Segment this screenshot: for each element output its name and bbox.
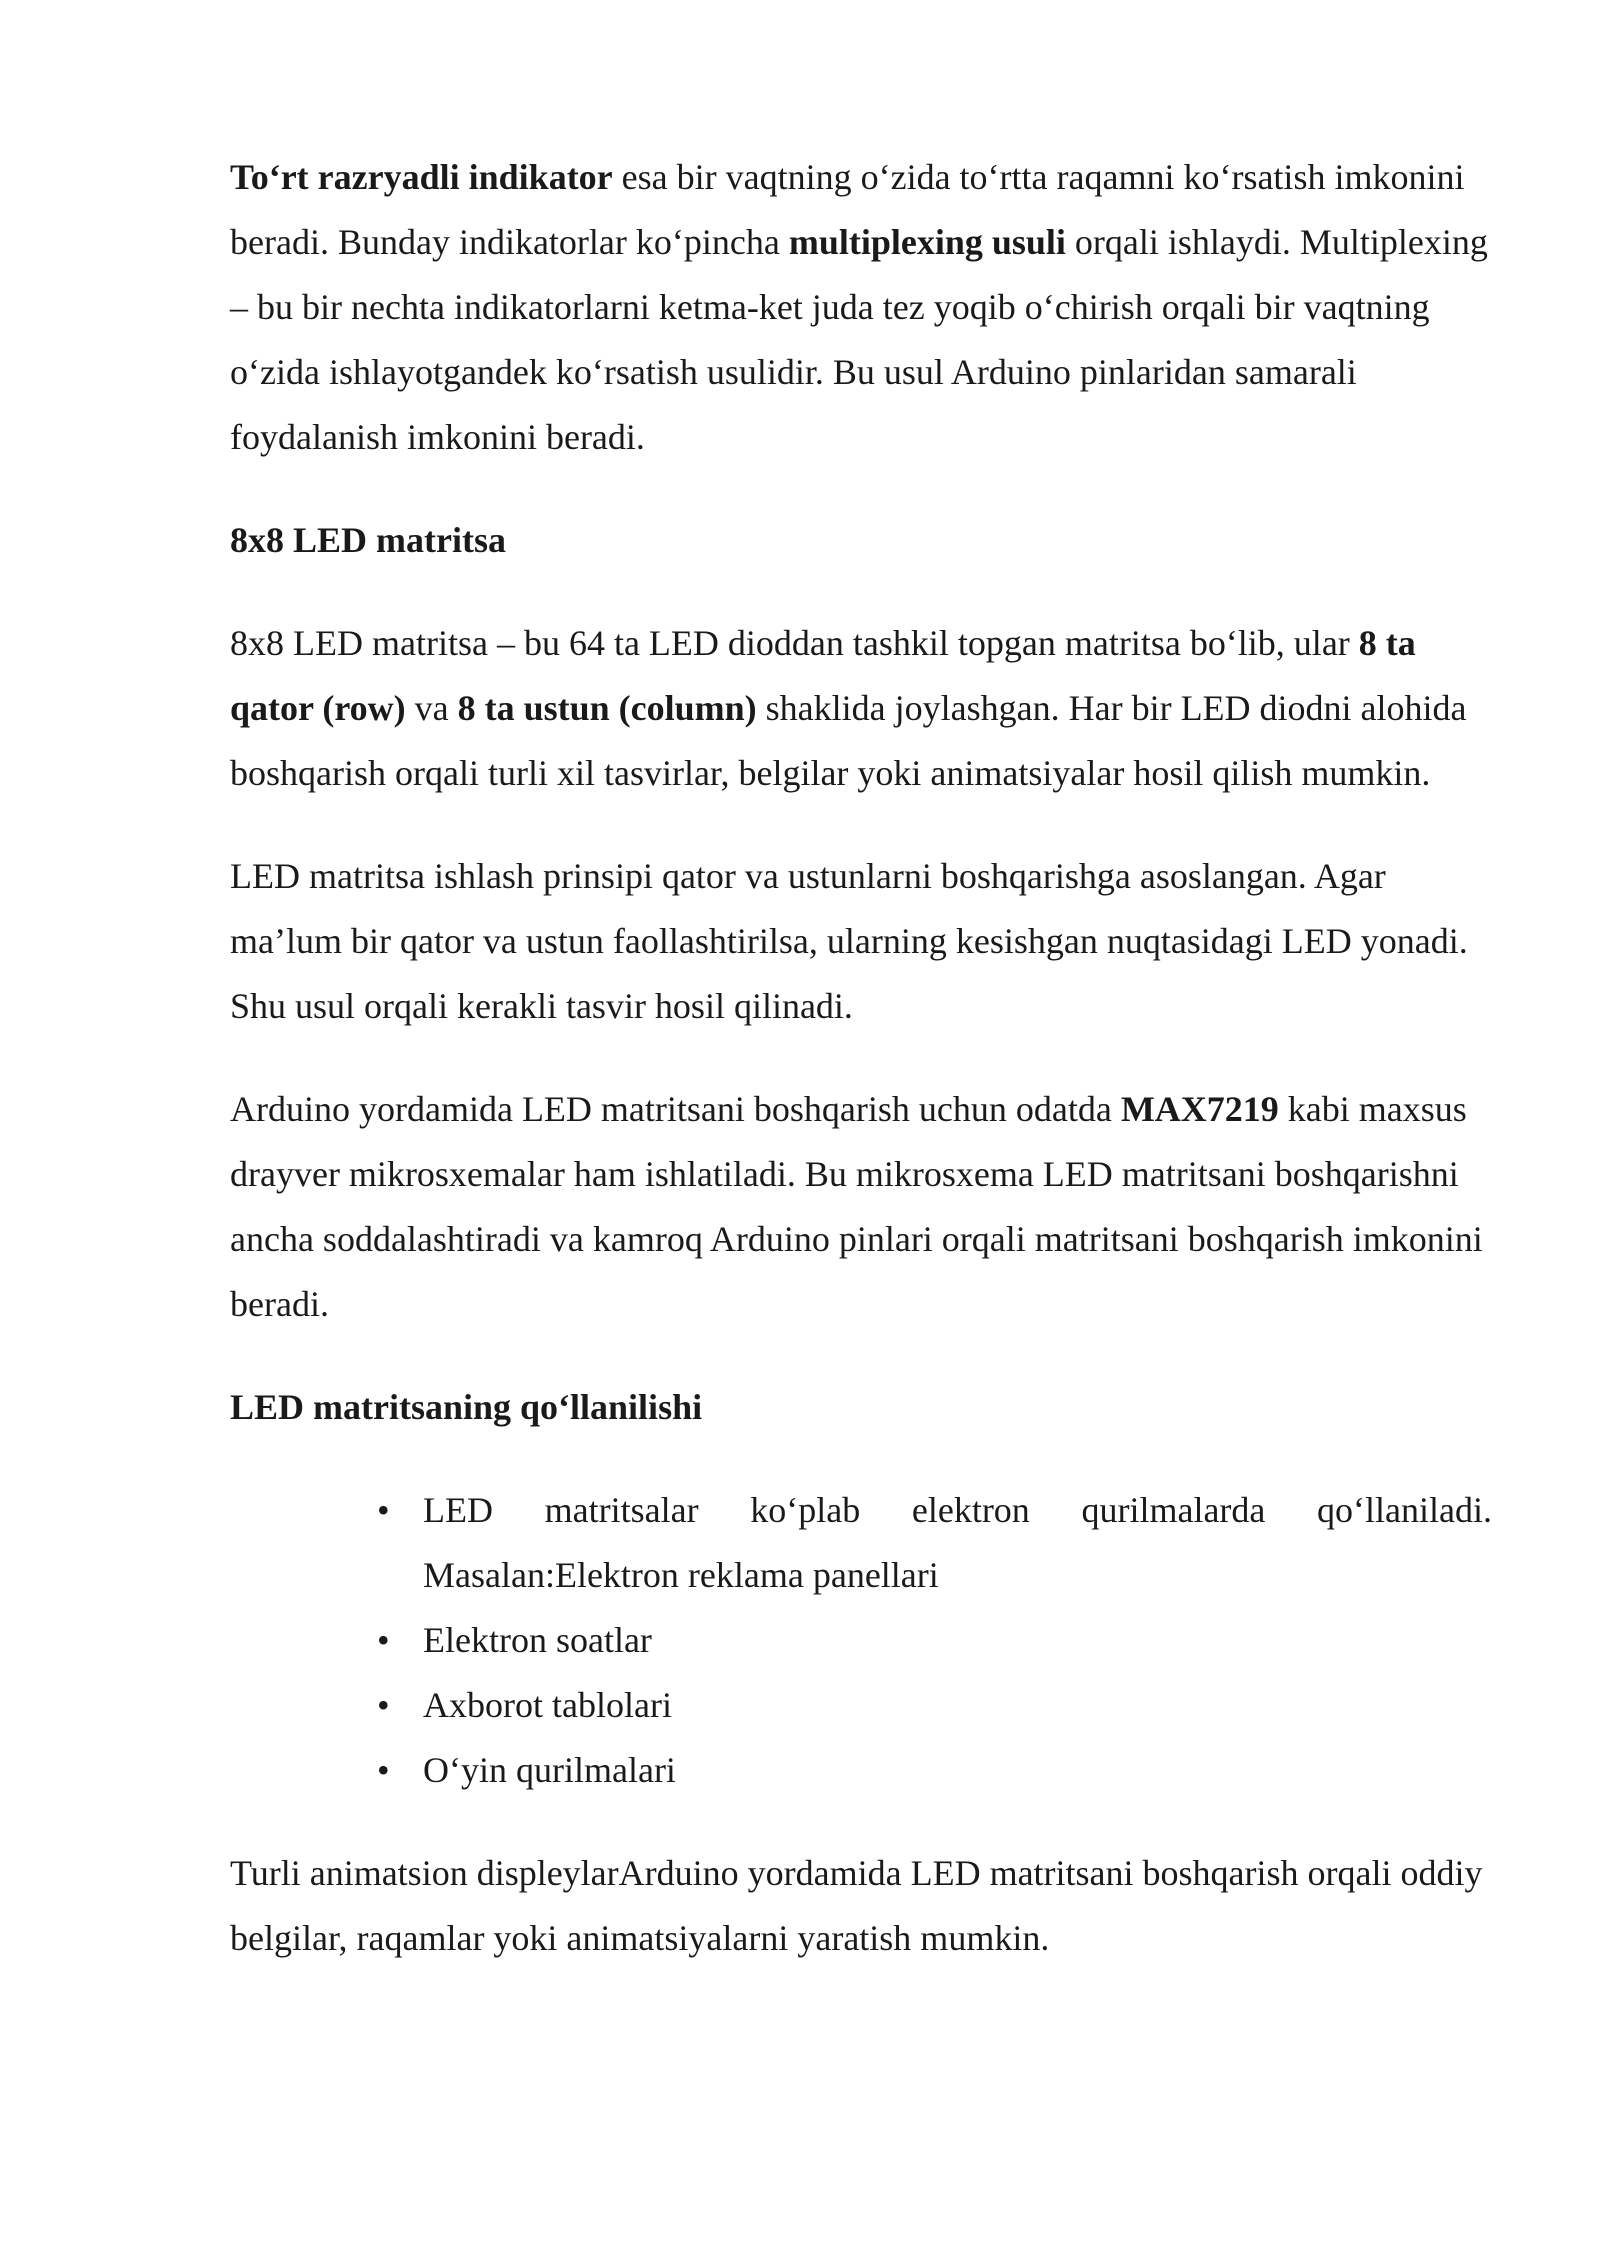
paragraph-text: esa bir vaqtning o‘zida to‘rtta raqamni ko‘rsatish imkonini beradi. Bunday indikatorlar ko‘pincha <box>230 157 1465 262</box>
section-heading-applications: LED matritsaning qo‘llanilishi <box>230 1387 703 1427</box>
paragraph-text: orqali ishlaydi. Multiplexing – bu bir nechta indikatorlarni ketma-ket juda tez yoqib o‘chirish orqali bir vaqtning o‘zida ishlayotgandek ko‘rsatish usulidir. Bu usul Arduino pinlaridan samarali foydalanish imkonini beradi. <box>230 222 1488 457</box>
list-item <box>377 1738 1492 1803</box>
bold-term: 8 ta ustun (column) <box>457 688 757 728</box>
paragraph-conclusion: Turli animatsion displeylarArduino yordamida LED matritsani boshqarish orqali oddiy belgilar, raqamlar yoki animatsiyalarni yaratish mumkin. <box>230 1853 1483 1958</box>
paragraph-text: shaklida joylashgan. Har bir LED diodni alohida boshqarish orqali turli xil tasvirlar, belgilar yoki animatsiyalar hosil qilish mumkin. <box>230 688 1467 793</box>
list-item-text: Elektron soatlar <box>423 1620 652 1660</box>
bold-term: To‘rt razryadli indikator <box>230 157 613 197</box>
paragraph-text: kabi maxsus drayver mikrosxemalar ham ishlatiladi. Bu mikrosxema LED matritsani boshqarishni ancha soddalashtiradi va kamroq Arduino pinlari orqali matritsani boshqarish imkonini beradi. <box>230 1089 1483 1324</box>
paragraph-led-matrix-definition <box>230 611 1492 806</box>
list-item-text: LED matritsalar ko‘plab elektron qurilmalarda qo‘llaniladi. Masalan:Elektron reklama panellari <box>423 1490 1492 1595</box>
section-heading-led-matrix: 8x8 LED matritsa <box>230 520 506 560</box>
paragraph-four-digit-indicator <box>230 145 1492 470</box>
bullet-icon: • <box>377 1685 390 1725</box>
paragraph-text: Arduino yordamida LED matritsani boshqarish uchun odatda <box>230 1089 1121 1129</box>
bullet-icon: • <box>377 1750 390 1790</box>
list-item <box>377 1478 1492 1608</box>
applications-list <box>230 1478 1492 1803</box>
bold-term: multiplexing usuli <box>788 222 1066 262</box>
bullet-icon: • <box>377 1620 390 1660</box>
list-item <box>377 1608 1492 1673</box>
bullet-icon: • <box>377 1490 390 1530</box>
bold-term: 8 ta qator (row) <box>230 623 1416 728</box>
paragraph-text: 8x8 LED matritsa – bu 64 ta LED dioddan tashkil topgan matritsa bo‘lib, ular <box>230 623 1359 663</box>
paragraph-working-principle: LED matritsa ishlash prinsipi qator va ustunlarni boshqarishga asoslangan. Agar ma’lum bir qator va ustun faollashtirilsa, ularning kesishgan nuqtasidagi LED yonadi. Shu usul orqali kerakli tasvir hosil qilinadi. <box>230 856 1468 1026</box>
paragraph-max7219-driver <box>230 1077 1492 1337</box>
list-item-text: Axborot tablolari <box>423 1685 672 1725</box>
list-item-text: O‘yin qurilmalari <box>423 1750 676 1790</box>
paragraph-text: va <box>405 688 458 728</box>
document-page <box>230 145 1492 2009</box>
list-item <box>377 1673 1492 1738</box>
bold-term: MAX7219 <box>1120 1089 1279 1129</box>
